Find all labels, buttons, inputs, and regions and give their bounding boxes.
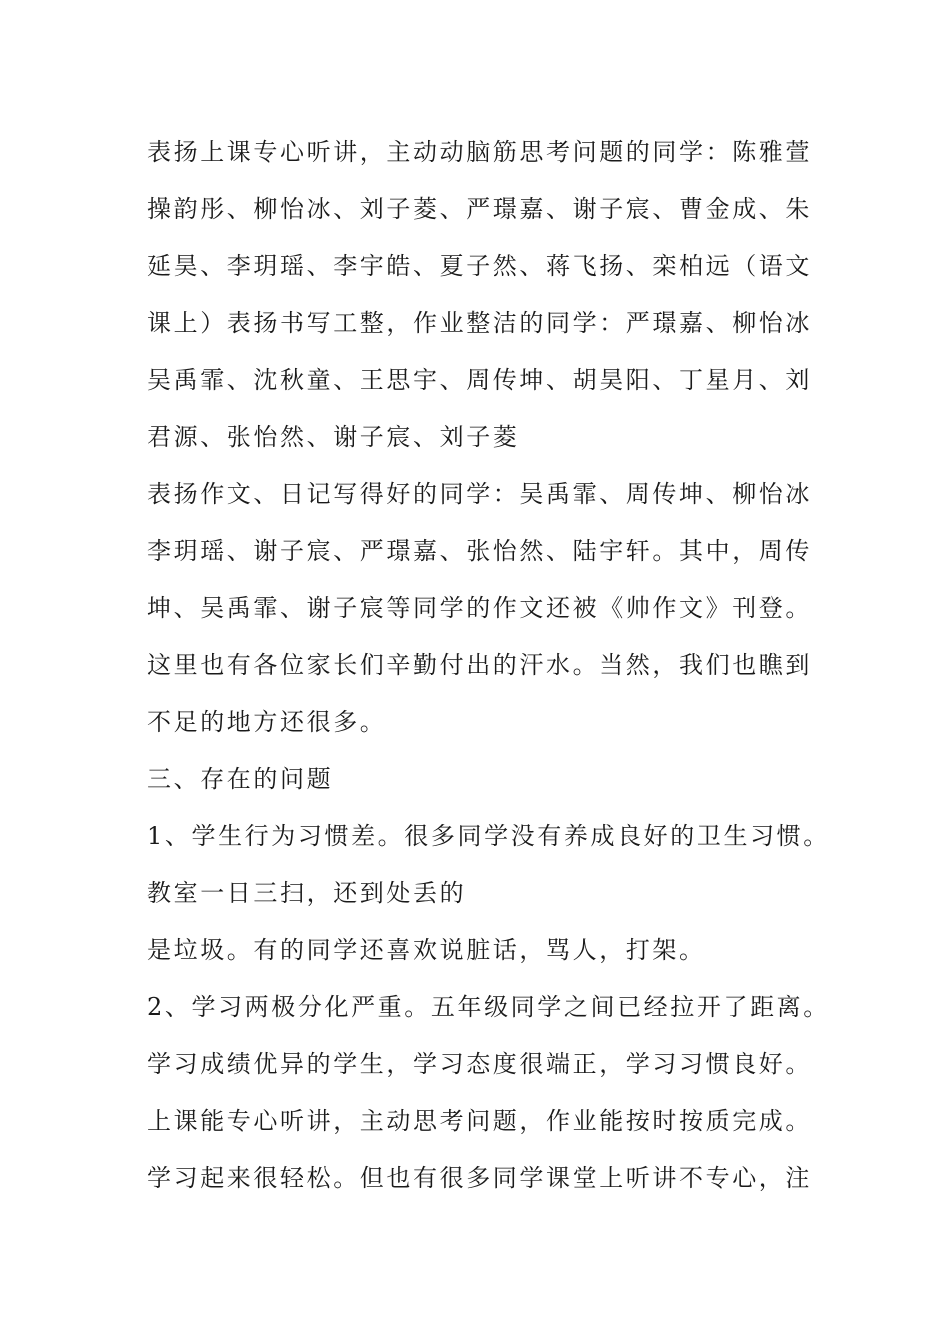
text-line: 2、学习两极分化严重。五年级同学之间已经拉开了距离。: [147, 993, 830, 1021]
text-line: 延昊、李玥瑶、李宇皓、夏子然、蒋飞扬、栾柏远（语文: [147, 252, 812, 280]
text-line: 表扬作文、日记写得好的同学：吴禹霏、周传坤、柳怡冰: [147, 480, 812, 508]
text-line: 课上）表扬书写工整，作业整洁的同学：严璟嘉、柳怡冰: [147, 309, 812, 337]
section-heading: 三、存在的问题: [147, 765, 334, 793]
text-line: 君源、张怡然、谢子宸、刘子菱: [147, 423, 520, 451]
text-line: 教室一日三扫，还到处丢的: [147, 879, 467, 907]
text-line: 表扬上课专心听讲，主动动脑筋思考问题的同学：陈雅萱: [147, 138, 812, 166]
text-line: 操韵彤、柳怡冰、刘子菱、严璟嘉、谢子宸、曹金成、朱: [147, 195, 812, 223]
text-line: 李玥瑶、谢子宸、严璟嘉、张怡然、陆宇轩。其中，周传: [147, 537, 812, 565]
text-line: 是垃圾。有的同学还喜欢说脏话，骂人，打架。: [147, 936, 706, 964]
text-line: 1、学生行为习惯差。很多同学没有养成良好的卫生习惯。: [147, 822, 830, 850]
text-line: 上课能专心听讲，主动思考问题，作业能按时按质完成。: [147, 1107, 812, 1135]
text-line: 不足的地方还很多。: [147, 708, 387, 736]
text-line: 学习起来很轻松。但也有很多同学课堂上听讲不专心，注: [147, 1164, 812, 1192]
text-line: 这里也有各位家长们辛勤付出的汗水。当然，我们也瞧到: [147, 651, 812, 679]
text-line: 坤、吴禹霏、谢子宸等同学的作文还被《帅作文》刊登。: [147, 594, 812, 622]
text-line: 学习成绩优异的学生，学习态度很端正，学习习惯良好。: [147, 1050, 812, 1078]
text-line: 吴禹霏、沈秋童、王思宇、周传坤、胡昊阳、丁星月、刘: [147, 366, 812, 394]
